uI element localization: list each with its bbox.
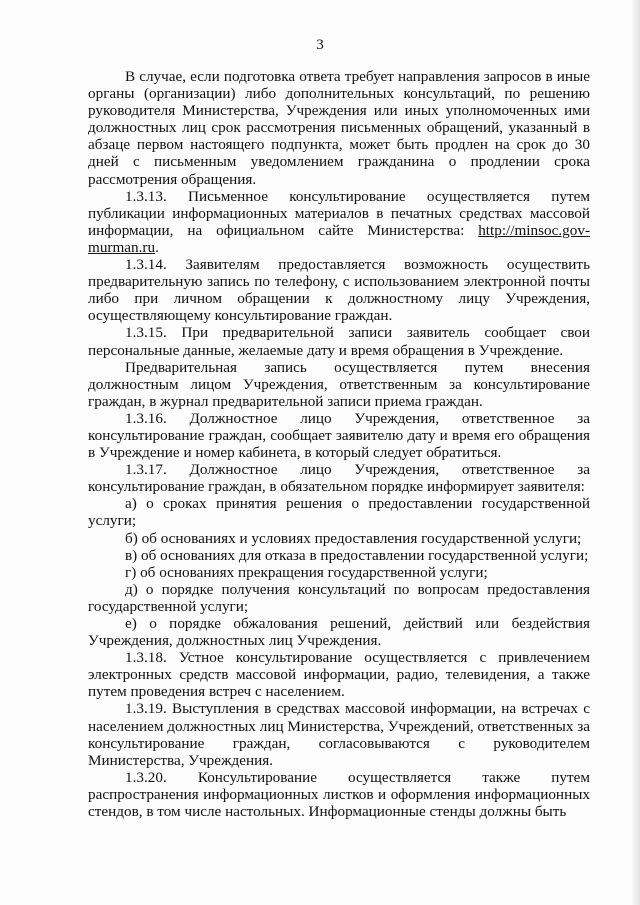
list-item-b: б) об основаниях и условиях предоставления государственной услуги; <box>125 529 582 547</box>
paragraph-1-3-15: 1.3.15. При предварительной записи заявитель сообщает свои персональные данные, желаемые дату и время обращения в Учреждение. <box>88 324 590 359</box>
list-item-g: г) об основаниях прекращения государственной услуги; <box>125 563 488 581</box>
paragraph-text-end: . <box>155 238 159 256</box>
paragraph-1-3-14: 1.3.14. Заявителям предоставляется возможность осуществить предварительную запись по телефону, с использованием электронной почты либо при личном обращении к должностному лицу Учреждения, осуществляющему консультирование граждан. <box>88 256 590 325</box>
list-item-v: в) об основаниях для отказа в предоставлении государственной услуги; <box>125 546 589 564</box>
paragraph-1-3-19: 1.3.19. Выступления в средствах массовой информации, на встречах с населением должностных лиц Министерства, Учреждений, ответственных за консультирование граждан, согласовываются с руководителем Министерства, Учреждения. <box>88 700 590 769</box>
list-item-d: д) о порядке получения консультаций по вопросам предоставления государственной услуги; <box>88 580 590 615</box>
paragraph-extension-of-review: В случае, если подготовка ответа требует направления запросов в иные органы (организации) либо дополнительных консультаций, по решению руководителя Министерства, Учреждения или иных уполномоченных ими должностных лиц срок рассмотрения письменных обращений, указанный в абзаце первом настоящего подпункта, может быть продлен на срок до 30 дней с письменным уведомлением гражданина о продлении срока рассмотрения обращения. <box>88 68 590 188</box>
paragraph-1-3-20: 1.3.20. Консультирование осуществляется также путем распространения информационных листков и оформления информационных стендов, в том числе настольных. Информационные стенды должны быть <box>88 768 590 821</box>
document-body <box>88 68 590 820</box>
paragraph-text: 1.3.13. Письменное консультирование осуществляется путем публикации информационных материалов в печатных средствах массовой информации, на официальном сайте Министерства: <box>88 187 590 239</box>
list-item-a: а) о сроках принятия решения о предоставлении государственной услуги; <box>88 495 590 530</box>
page-number: 3 <box>316 37 324 53</box>
paragraph-preliminary-record: Предварительная запись осуществляется путем внесения должностным лицом Учреждения, ответственным за консультирование граждан, в журнал предварительной записи приема граждан. <box>88 358 590 410</box>
paragraph-1-3-13 <box>88 188 590 256</box>
page-edge-shadow <box>631 0 640 905</box>
paragraph-1-3-17: 1.3.17. Должностное лицо Учреждения, ответственное за консультирование граждан, в обязательном порядке информирует заявителя: <box>88 461 590 496</box>
ministry-website-link[interactable]: http://minsoc.gov-murman.ru <box>88 221 590 256</box>
list-item-e: е) о порядке обжалования решений, действий или бездействия Учреждения, должностных лиц Учреждения. <box>88 615 590 650</box>
paragraph-1-3-16: 1.3.16. Должностное лицо Учреждения, ответственное за консультирование граждан, сообщает заявителю дату и время его обращения в Учреждение и номер кабинета, в который следует обратиться. <box>88 409 590 462</box>
paragraph-1-3-18: 1.3.18. Устное консультирование осуществляется с привлечением электронных средств массовой информации, радио, телевидения, а также путем проведения встреч с населением. <box>88 649 590 701</box>
